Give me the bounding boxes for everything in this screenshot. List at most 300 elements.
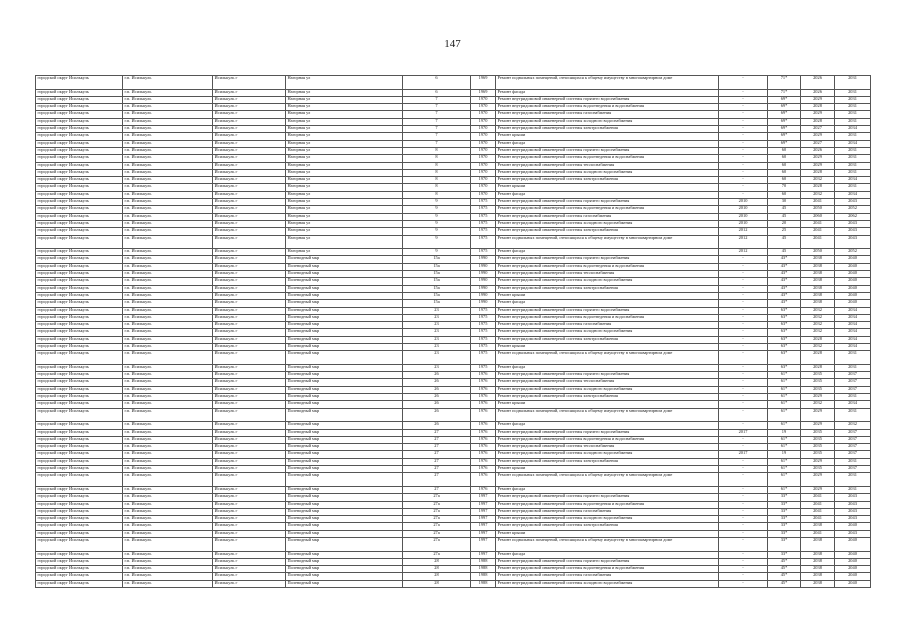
build-year-cell: 1970: [471, 126, 496, 133]
settlement-cell: г.п. Исилькуль: [123, 191, 213, 198]
plan-end-cell: 2031: [835, 184, 871, 191]
municipality-cell: городской округ Исилькуль: [36, 466, 123, 473]
settlement-cell: г.п. Исилькуль: [123, 401, 213, 408]
last-repair-year-cell: -: [719, 530, 768, 537]
table-row: [36, 329, 871, 336]
table-row: [36, 292, 871, 299]
street-cell: Нагорная ул: [286, 191, 403, 198]
build-year-cell: 1976: [471, 386, 496, 393]
table-row: [36, 314, 871, 321]
build-year-cell: 1976: [471, 429, 496, 436]
last-repair-year-cell: 2017: [719, 451, 768, 458]
street-cell: Полеводный мкр: [286, 501, 403, 508]
last-repair-year-cell: -: [719, 133, 768, 140]
house-number-cell: 27: [403, 429, 471, 436]
table-row: [36, 558, 871, 565]
wear-cell: 33*: [768, 530, 801, 537]
plan-start-cell: 2029: [801, 162, 835, 169]
locality-cell: Исилькуль г: [213, 307, 286, 314]
last-repair-year-cell: -: [719, 364, 768, 371]
work-type-cell: Ремонт внутридомовой инженерной системы холодного водоснабжения: [496, 386, 719, 393]
municipality-cell: городской округ Исилькуль: [36, 118, 123, 125]
house-number-cell: 27: [403, 451, 471, 458]
locality-cell: Исилькуль г: [213, 292, 286, 299]
settlement-cell: г.п. Исилькуль: [123, 451, 213, 458]
plan-end-cell: 2031: [835, 169, 871, 176]
municipality-cell: городской округ Исилькуль: [36, 307, 123, 314]
work-type-cell: Ремонт внутридомовой инженерной системы электроснабжения: [496, 228, 719, 235]
settlement-cell: г.п. Исилькуль: [123, 126, 213, 133]
work-type-cell: Ремонт внутридомовой инженерной системы теплоснабжения: [496, 162, 719, 169]
settlement-cell: г.п. Исилькуль: [123, 147, 213, 154]
build-year-cell: 1988: [471, 558, 496, 565]
street-cell: Полеводный мкр: [286, 271, 403, 278]
street-cell: Нагорная ул: [286, 213, 403, 220]
locality-cell: Исилькуль г: [213, 147, 286, 154]
build-year-cell: 1976: [471, 379, 496, 386]
table-row: [36, 386, 871, 393]
wear-cell: 71*: [768, 89, 801, 96]
house-number-cell: 27а: [403, 538, 471, 552]
municipality-cell: городской округ Исилькуль: [36, 285, 123, 292]
build-year-cell: 1970: [471, 155, 496, 162]
settlement-cell: г.п. Исилькуль: [123, 155, 213, 162]
locality-cell: Исилькуль г: [213, 271, 286, 278]
build-year-cell: 1969: [471, 76, 496, 90]
house-number-cell: 8: [403, 155, 471, 162]
plan-end-cell: 2031: [835, 118, 871, 125]
municipality-cell: городской округ Исилькуль: [36, 322, 123, 329]
work-type-cell: Ремонт внутридомовой инженерной системы холодного водоснабжения: [496, 580, 719, 587]
wear-cell: 61*: [768, 408, 801, 422]
locality-cell: Исилькуль г: [213, 235, 286, 249]
street-cell: Нагорная ул: [286, 76, 403, 90]
work-type-cell: Ремонт внутридомовой инженерной системы теплоснабжения: [496, 271, 719, 278]
house-number-cell: 26: [403, 379, 471, 386]
plan-start-cell: 2035: [801, 386, 835, 393]
plan-start-cell: 2038: [801, 573, 835, 580]
settlement-cell: г.п. Исилькуль: [123, 213, 213, 220]
last-repair-year-cell: -: [719, 573, 768, 580]
work-type-cell: Ремонт внутридомовой инженерной системы горячего водоснабжения: [496, 96, 719, 103]
plan-end-cell: 2040: [835, 566, 871, 573]
street-cell: Полеводный мкр: [286, 300, 403, 307]
work-type-cell: Ремонт крыши: [496, 292, 719, 299]
plan-start-cell: 2038: [801, 271, 835, 278]
work-type-cell: Ремонт фасада: [496, 89, 719, 96]
work-type-cell: Ремонт внутридомовой инженерной системы водоотведения и водоснабжения: [496, 314, 719, 321]
work-type-cell: Ремонт подвальных помещений, относящихся к общему имуществу в многоквартирном доме: [496, 351, 719, 365]
last-repair-year-cell: -: [719, 322, 768, 329]
last-repair-year-cell: -: [719, 486, 768, 493]
street-cell: Полеводный мкр: [286, 558, 403, 565]
locality-cell: Исилькуль г: [213, 111, 286, 118]
work-type-cell: Ремонт внутридомовой инженерной системы холодного водоснабжения: [496, 220, 719, 227]
build-year-cell: 1970: [471, 96, 496, 103]
wear-cell: 69*: [768, 126, 801, 133]
settlement-cell: г.п. Исилькуль: [123, 133, 213, 140]
street-cell: Полеводный мкр: [286, 351, 403, 365]
plan-end-cell: 2034: [835, 343, 871, 350]
plan-end-cell: 2043: [835, 530, 871, 537]
settlement-cell: г.п. Исилькуль: [123, 444, 213, 451]
plan-start-cell: 2028: [801, 118, 835, 125]
wear-cell: 43*: [768, 271, 801, 278]
table-row: [36, 494, 871, 501]
house-number-cell: 9: [403, 220, 471, 227]
work-type-cell: Ремонт фасада: [496, 249, 719, 256]
plan-start-cell: 2035: [801, 372, 835, 379]
street-cell: Нагорная ул: [286, 235, 403, 249]
plan-start-cell: 2028: [801, 336, 835, 343]
plan-start-cell: 2050: [801, 249, 835, 256]
work-type-cell: Ремонт подвальных помещений, относящихся к общему имуществу в многоквартирном доме: [496, 538, 719, 552]
last-repair-year-cell: -: [719, 444, 768, 451]
municipality-cell: городской округ Исилькуль: [36, 104, 123, 111]
table-row: [36, 228, 871, 235]
table-row: [36, 573, 871, 580]
municipality-cell: городской округ Исилькуль: [36, 394, 123, 401]
build-year-cell: 1970: [471, 191, 496, 198]
last-repair-year-cell: -: [719, 162, 768, 169]
house-number-cell: 27а: [403, 501, 471, 508]
plan-end-cell: 2037: [835, 372, 871, 379]
wear-cell: 33*: [768, 538, 801, 552]
street-cell: Полеводный мкр: [286, 372, 403, 379]
work-type-cell: Ремонт внутридомовой инженерной системы электроснабжения: [496, 336, 719, 343]
work-type-cell: Ремонт внутридомовой инженерной системы газоснабжения: [496, 508, 719, 515]
settlement-cell: г.п. Исилькуль: [123, 566, 213, 573]
plan-end-cell: 2034: [835, 401, 871, 408]
wear-cell: 63*: [768, 314, 801, 321]
plan-start-cell: 2029: [801, 408, 835, 422]
build-year-cell: 1976: [471, 394, 496, 401]
street-cell: Нагорная ул: [286, 96, 403, 103]
locality-cell: Исилькуль г: [213, 538, 286, 552]
municipality-cell: городской округ Исилькуль: [36, 429, 123, 436]
table-row: [36, 473, 871, 487]
house-number-cell: 23: [403, 314, 471, 321]
house-number-cell: 23: [403, 336, 471, 343]
table-row: [36, 147, 871, 154]
table-row: [36, 191, 871, 198]
last-repair-year-cell: -: [719, 140, 768, 147]
work-type-cell: Ремонт внутридомовой инженерной системы электроснабжения: [496, 394, 719, 401]
locality-cell: Исилькуль г: [213, 104, 286, 111]
table-row: [36, 436, 871, 443]
plan-start-cell: 2028: [801, 184, 835, 191]
build-year-cell: 1975: [471, 364, 496, 371]
house-number-cell: 15а: [403, 292, 471, 299]
build-year-cell: 1970: [471, 177, 496, 184]
work-type-cell: Ремонт фасада: [496, 422, 719, 429]
settlement-cell: г.п. Исилькуль: [123, 408, 213, 422]
plan-end-cell: 2031: [835, 155, 871, 162]
street-cell: Полеводный мкр: [286, 580, 403, 587]
plan-start-cell: 2035: [801, 436, 835, 443]
last-repair-year-cell: -: [719, 473, 768, 487]
table-row: [36, 364, 871, 371]
plan-end-cell: 2037: [835, 436, 871, 443]
plan-end-cell: 2040: [835, 538, 871, 552]
table-row: [36, 118, 871, 125]
settlement-cell: г.п. Исилькуль: [123, 523, 213, 530]
locality-cell: Исилькуль г: [213, 386, 286, 393]
last-repair-year-cell: -: [719, 263, 768, 270]
build-year-cell: 1975: [471, 220, 496, 227]
house-number-cell: 6: [403, 76, 471, 90]
plan-end-cell: 2043: [835, 516, 871, 523]
work-type-cell: Ремонт внутридомовой инженерной системы водоотведения и водоснабжения: [496, 436, 719, 443]
work-type-cell: Ремонт подвальных помещений, относящихся к общему имуществу в многоквартирном доме: [496, 76, 719, 90]
plan-start-cell: 2041: [801, 228, 835, 235]
settlement-cell: г.п. Исилькуль: [123, 458, 213, 465]
wear-cell: 43*: [768, 292, 801, 299]
plan-end-cell: 2031: [835, 364, 871, 371]
wear-cell: 45: [768, 249, 801, 256]
wear-cell: 63*: [768, 364, 801, 371]
work-type-cell: Ремонт фасада: [496, 300, 719, 307]
wear-cell: 61*: [768, 422, 801, 429]
municipality-cell: городской округ Исилькуль: [36, 213, 123, 220]
plan-end-cell: 2031: [835, 104, 871, 111]
work-type-cell: Ремонт внутридомовой инженерной системы теплоснабжения: [496, 379, 719, 386]
table-row: [36, 271, 871, 278]
street-cell: Нагорная ул: [286, 133, 403, 140]
last-repair-year-cell: -: [719, 147, 768, 154]
plan-end-cell: 2034: [835, 140, 871, 147]
build-year-cell: 1988: [471, 580, 496, 587]
wear-cell: 63*: [768, 336, 801, 343]
plan-end-cell: 2040: [835, 558, 871, 565]
house-number-cell: 27а: [403, 551, 471, 558]
street-cell: Полеводный мкр: [286, 516, 403, 523]
street-cell: Полеводный мкр: [286, 422, 403, 429]
settlement-cell: г.п. Исилькуль: [123, 322, 213, 329]
wear-cell: 20: [768, 220, 801, 227]
table-row: [36, 451, 871, 458]
plan-start-cell: 2029: [801, 422, 835, 429]
wear-cell: 19: [768, 429, 801, 436]
locality-cell: Исилькуль г: [213, 558, 286, 565]
house-number-cell: 27: [403, 473, 471, 487]
plan-end-cell: 2040: [835, 285, 871, 292]
wear-cell: 60: [768, 147, 801, 154]
street-cell: Полеводный мкр: [286, 285, 403, 292]
wear-cell: 63*: [768, 343, 801, 350]
table-row: [36, 177, 871, 184]
build-year-cell: 1975: [471, 329, 496, 336]
plan-start-cell: 2027: [801, 140, 835, 147]
wear-cell: 61*: [768, 436, 801, 443]
wear-cell: 63*: [768, 329, 801, 336]
last-repair-year-cell: -: [719, 566, 768, 573]
plan-start-cell: 2038: [801, 558, 835, 565]
build-year-cell: 1970: [471, 111, 496, 118]
build-year-cell: 1976: [471, 473, 496, 487]
table-row: [36, 458, 871, 465]
locality-cell: Исилькуль г: [213, 494, 286, 501]
table-row: [36, 530, 871, 537]
work-type-cell: Ремонт внутридомовой инженерной системы водоотведения и водоснабжения: [496, 104, 719, 111]
wear-cell: 71*: [768, 76, 801, 90]
street-cell: Полеводный мкр: [286, 307, 403, 314]
work-type-cell: Ремонт внутридомовой инженерной системы горячего водоснабжения: [496, 147, 719, 154]
settlement-cell: г.п. Исилькуль: [123, 162, 213, 169]
municipality-cell: городской округ Исилькуль: [36, 199, 123, 206]
house-number-cell: 27: [403, 444, 471, 451]
locality-cell: Исилькуль г: [213, 530, 286, 537]
street-cell: Нагорная ул: [286, 111, 403, 118]
settlement-cell: г.п. Исилькуль: [123, 104, 213, 111]
table-row: [36, 220, 871, 227]
work-type-cell: Ремонт внутридомовой инженерной системы водоотведения и водоснабжения: [496, 155, 719, 162]
plan-end-cell: 2031: [835, 89, 871, 96]
last-repair-year-cell: -: [719, 372, 768, 379]
work-type-cell: Ремонт крыши: [496, 530, 719, 537]
build-year-cell: 1997: [471, 551, 496, 558]
house-number-cell: 8: [403, 184, 471, 191]
street-cell: Нагорная ул: [286, 118, 403, 125]
wear-cell: 19: [768, 451, 801, 458]
plan-end-cell: 2034: [835, 329, 871, 336]
work-type-cell: Ремонт внутридомовой инженерной системы газоснабжения: [496, 573, 719, 580]
house-number-cell: 9: [403, 206, 471, 213]
build-year-cell: 1969: [471, 89, 496, 96]
table-row: [36, 300, 871, 307]
build-year-cell: 1975: [471, 249, 496, 256]
build-year-cell: 1997: [471, 501, 496, 508]
settlement-cell: г.п. Исилькуль: [123, 300, 213, 307]
work-type-cell: Ремонт внутридомовой инженерной системы горячего водоснабжения: [496, 256, 719, 263]
table-row: [36, 199, 871, 206]
work-type-cell: Ремонт фасада: [496, 551, 719, 558]
work-type-cell: Ремонт внутридомовой инженерной системы холодного водоснабжения: [496, 516, 719, 523]
work-type-cell: Ремонт внутридомовой инженерной системы горячего водоснабжения: [496, 199, 719, 206]
last-repair-year-cell: -: [719, 89, 768, 96]
settlement-cell: г.п. Исилькуль: [123, 516, 213, 523]
build-year-cell: 1970: [471, 118, 496, 125]
settlement-cell: г.п. Исилькуль: [123, 336, 213, 343]
house-number-cell: 8: [403, 191, 471, 198]
house-number-cell: 26: [403, 422, 471, 429]
last-repair-year-cell: -: [719, 96, 768, 103]
street-cell: Полеводный мкр: [286, 408, 403, 422]
plan-start-cell: 2050: [801, 206, 835, 213]
wear-cell: 60: [768, 162, 801, 169]
street-cell: Полеводный мкр: [286, 379, 403, 386]
plan-start-cell: 2038: [801, 523, 835, 530]
plan-end-cell: 2040: [835, 263, 871, 270]
wear-cell: 43*: [768, 300, 801, 307]
table-row: [36, 307, 871, 314]
plan-end-cell: 2040: [835, 271, 871, 278]
plan-end-cell: 2034: [835, 191, 871, 198]
locality-cell: Исилькуль г: [213, 177, 286, 184]
wear-cell: 61*: [768, 372, 801, 379]
locality-cell: Исилькуль г: [213, 191, 286, 198]
settlement-cell: г.п. Исилькуль: [123, 501, 213, 508]
plan-end-cell: 2031: [835, 76, 871, 90]
wear-cell: 61*: [768, 444, 801, 451]
municipality-cell: городской округ Исилькуль: [36, 508, 123, 515]
street-cell: Нагорная ул: [286, 147, 403, 154]
wear-cell: 69*: [768, 140, 801, 147]
municipality-cell: городской округ Исилькуль: [36, 408, 123, 422]
municipality-cell: городской округ Исилькуль: [36, 300, 123, 307]
wear-cell: 63*: [768, 351, 801, 365]
plan-end-cell: 2062: [835, 213, 871, 220]
last-repair-year-cell: 2010: [719, 199, 768, 206]
work-type-cell: Ремонт крыши: [496, 133, 719, 140]
municipality-cell: городской округ Исилькуль: [36, 329, 123, 336]
locality-cell: Исилькуль г: [213, 206, 286, 213]
build-year-cell: 1976: [471, 372, 496, 379]
plan-end-cell: 2031: [835, 147, 871, 154]
house-number-cell: 27а: [403, 516, 471, 523]
locality-cell: Исилькуль г: [213, 184, 286, 191]
plan-start-cell: 2038: [801, 551, 835, 558]
municipality-cell: городской округ Исилькуль: [36, 147, 123, 154]
house-number-cell: 27: [403, 436, 471, 443]
wear-cell: 69*: [768, 96, 801, 103]
last-repair-year-cell: -: [719, 551, 768, 558]
municipality-cell: городской округ Исилькуль: [36, 494, 123, 501]
build-year-cell: 1975: [471, 199, 496, 206]
plan-end-cell: 2034: [835, 336, 871, 343]
build-year-cell: 1976: [471, 436, 496, 443]
wear-cell: 45*: [768, 573, 801, 580]
table-row: [36, 466, 871, 473]
municipality-cell: городской округ Исилькуль: [36, 162, 123, 169]
street-cell: Полеводный мкр: [286, 278, 403, 285]
street-cell: Нагорная ул: [286, 199, 403, 206]
last-repair-year-cell: 2010: [719, 220, 768, 227]
work-type-cell: Ремонт подвальных помещений, относящихся к общему имуществу в многоквартирном доме: [496, 473, 719, 487]
locality-cell: Исилькуль г: [213, 566, 286, 573]
last-repair-year-cell: -: [719, 76, 768, 90]
last-repair-year-cell: -: [719, 501, 768, 508]
street-cell: Полеводный мкр: [286, 394, 403, 401]
locality-cell: Исилькуль г: [213, 551, 286, 558]
locality-cell: Исилькуль г: [213, 213, 286, 220]
street-cell: Полеводный мкр: [286, 436, 403, 443]
build-year-cell: 1975: [471, 343, 496, 350]
work-type-cell: Ремонт внутридомовой инженерной системы электроснабжения: [496, 177, 719, 184]
municipality-cell: городской округ Исилькуль: [36, 401, 123, 408]
locality-cell: Исилькуль г: [213, 408, 286, 422]
house-number-cell: 23: [403, 307, 471, 314]
locality-cell: Исилькуль г: [213, 285, 286, 292]
house-number-cell: 15а: [403, 285, 471, 292]
plan-start-cell: 2032: [801, 343, 835, 350]
plan-end-cell: 2034: [835, 307, 871, 314]
table-row: [36, 140, 871, 147]
house-number-cell: 8: [403, 177, 471, 184]
plan-start-cell: 2032: [801, 307, 835, 314]
table-row: [36, 206, 871, 213]
table-row: [36, 133, 871, 140]
wear-cell: 45: [768, 235, 801, 249]
build-year-cell: 1975: [471, 351, 496, 365]
wear-cell: 61*: [768, 379, 801, 386]
plan-start-cell: 2038: [801, 538, 835, 552]
locality-cell: Исилькуль г: [213, 118, 286, 125]
house-number-cell: 8: [403, 147, 471, 154]
municipality-cell: городской округ Исилькуль: [36, 436, 123, 443]
wear-cell: 33*: [768, 508, 801, 515]
plan-end-cell: 2043: [835, 220, 871, 227]
